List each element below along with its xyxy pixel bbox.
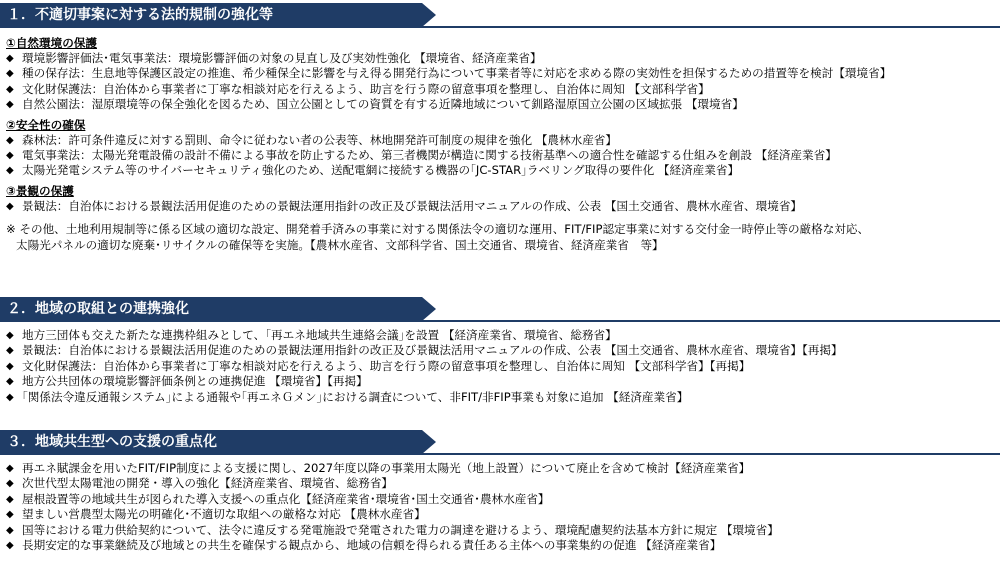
section-1-body bbox=[6, 36, 996, 253]
item-text: 太陽光発電システム等のサイバーセキュリティ強化のため、送配電網に接続する機器の｢JC-STAR｣ラベリング取得の要件化 【経済産業省】 bbox=[22, 163, 740, 178]
list-item bbox=[6, 374, 996, 389]
section-divider bbox=[0, 26, 1000, 28]
subheading-safety: ②安全性の確保 bbox=[6, 117, 86, 132]
item-text: 長期安定的な事業継続及び地域との共生を確保する観点から、地域の信頼を得られる責任ある主体への事業集約の促進 【経済産業省】 bbox=[22, 537, 722, 552]
list-item bbox=[6, 523, 996, 538]
diamond-bullet-icon: ◆ bbox=[6, 330, 14, 341]
item-text: 自然公園法：湿原環境等の保全強化を図るため、国立公園としての資質を有する近隣地域について釧路湿原国立公園の区域拡張 【環境省】 bbox=[22, 97, 744, 112]
diamond-bullet-icon: ◆ bbox=[6, 539, 14, 551]
list-item bbox=[6, 390, 996, 405]
item-text: 地方三団体も交えた新たな連携枠組みとして、｢再エネ地域共生連絡会議｣を設置 【経済産業省、環境省、総務省】 bbox=[22, 328, 617, 342]
list-item bbox=[6, 328, 996, 343]
subheading-landscape: ③景観の保護 bbox=[6, 183, 74, 198]
item-text: 電気事業法：太陽光発電設備の設計不備による事故を防止するため、第三者機関が構造に関する技術基準への適合性を確認する仕組みを創設 【経済産業省】 bbox=[22, 147, 837, 162]
list-item bbox=[6, 492, 996, 507]
diamond-bullet-icon: ◆ bbox=[6, 345, 14, 357]
section-2-header: ２．地域の取組との連携強化 bbox=[0, 297, 422, 322]
item-text: 再エネ賦課金を用いたFIT/FIP制度による支援に関し、2027年度以降の事業用太陽光（地上設置）について廃止を含めて検討【経済産業省】 bbox=[22, 461, 751, 475]
diamond-bullet-icon: ◆ bbox=[6, 509, 14, 521]
diamond-bullet-icon: ◆ bbox=[6, 149, 14, 161]
item-text: 環境影響評価法･電気事業法：環境影響評価の対象の見直し及び実効性強化 【環境省、経済産業省】 bbox=[22, 51, 542, 65]
list-item bbox=[6, 148, 996, 163]
diamond-bullet-icon: ◆ bbox=[6, 53, 14, 64]
diamond-bullet-icon: ◆ bbox=[6, 391, 14, 403]
list-item bbox=[6, 133, 996, 148]
item-text: 景観法：自治体における景観法活用促進のための景観法運用指針の改正及び景観法活用マニュアルの作成、公表 【国土交通省、農林水産省、環境省】【再掲】 bbox=[22, 343, 843, 358]
diamond-bullet-icon: ◆ bbox=[6, 99, 14, 111]
section-3-header: ３．地域共生型への支援の重点化 bbox=[0, 430, 422, 455]
item-text: 望ましい営農型太陽光の明確化･不適切な取組への厳格な対応 【農林水産省】 bbox=[22, 507, 426, 522]
item-text: 文化財保護法：自治体から事業者に丁寧な相談対応を行えるよう、助言を行う際の留意事項を整理し、自治体に周知 【文部科学省】【再掲】 bbox=[22, 358, 751, 373]
item-text: ｢関係法令違反通報システム｣による通報や｢再エネＧメン｣における調査について、非FIT/非FIP事業も対象に追加 【経済産業省】 bbox=[22, 389, 689, 404]
diamond-bullet-icon: ◆ bbox=[6, 200, 14, 212]
section-3-body bbox=[6, 461, 996, 553]
item-text: 屋根設置等の地域共生が図られた導入支援への重点化【経済産業省･環境省･国土交通省･農林水産省】 bbox=[22, 491, 550, 506]
subheading-nature: ①自然環境の保護 bbox=[6, 36, 97, 50]
item-text: 文化財保護法：自治体から事業者に丁寧な相談対応を行えるよう、助言を行う際の留意事項を整理し、自治体に周知 【文部科学省】 bbox=[22, 81, 710, 96]
list-item bbox=[6, 82, 996, 97]
list-item bbox=[6, 359, 996, 374]
section-divider bbox=[0, 453, 1000, 455]
diamond-bullet-icon: ◆ bbox=[6, 493, 14, 505]
diamond-bullet-icon: ◆ bbox=[6, 134, 14, 146]
list-item bbox=[6, 97, 996, 112]
diamond-bullet-icon: ◆ bbox=[6, 463, 14, 474]
diamond-bullet-icon: ◆ bbox=[6, 360, 14, 372]
note-line: 太陽光パネルの適切な廃棄･リサイクルの確保等を実施。【農林水産省、文部科学省、国土交通省、環境省、経済産業省 等】 bbox=[16, 237, 664, 252]
section-2-body bbox=[6, 328, 996, 405]
section-1-header: １．不適切事案に対する法的規制の強化等 bbox=[0, 3, 422, 28]
item-text: 景観法：自治体における景観法活用促進のための景観法運用指針の改正及び景観法活用マニュアルの作成、公表 【国土交通省、農林水産省、環境省】 bbox=[22, 198, 803, 213]
diamond-bullet-icon: ◆ bbox=[6, 68, 14, 80]
diamond-bullet-icon: ◆ bbox=[6, 524, 14, 536]
item-text: 森林法：許可条件違反に対する罰則、命令に従わない者の公表等、林地開発許可制度の規律を強化 【農林水産省】 bbox=[22, 132, 617, 147]
item-text: 国等における電力供給契約について、法令に違反する発電施設で発電された電力の調達を避けるよう、環境配慮契約法基本方針に規定 【環境省】 bbox=[22, 522, 779, 537]
diamond-bullet-icon: ◆ bbox=[6, 165, 14, 177]
list-item bbox=[6, 163, 996, 178]
list-item bbox=[6, 343, 996, 358]
list-item bbox=[6, 199, 996, 214]
diamond-bullet-icon: ◆ bbox=[6, 376, 14, 388]
item-text: 地方公共団体の環境影響評価条例との連携促進 【環境省】【再掲】 bbox=[22, 374, 368, 389]
note-line: ※ その他、土地利用規制等に係る区域の適切な設定、開発着手済みの事業に対する関係法令の適切な運用、FIT/FIP認定事業に対する交付金一時停止等の厳格な対応、 bbox=[6, 222, 870, 237]
list-item bbox=[6, 66, 996, 81]
list-item bbox=[6, 476, 996, 491]
list-item bbox=[6, 461, 996, 476]
item-text: 次世代型太陽電池の開発・導入の強化【経済産業省、環境省、総務省】 bbox=[22, 476, 394, 491]
diamond-bullet-icon: ◆ bbox=[6, 83, 14, 95]
list-item bbox=[6, 51, 996, 66]
list-item bbox=[6, 507, 996, 522]
item-text: 種の保存法：生息地等保護区設定の推進、希少種保全に影響を与え得る開発行為について事業者等に対応を求める際の実効性を担保するための措置等を検討【環境省】 bbox=[22, 66, 892, 81]
list-item bbox=[6, 538, 996, 553]
section-divider bbox=[0, 320, 1000, 322]
diamond-bullet-icon: ◆ bbox=[6, 478, 14, 490]
